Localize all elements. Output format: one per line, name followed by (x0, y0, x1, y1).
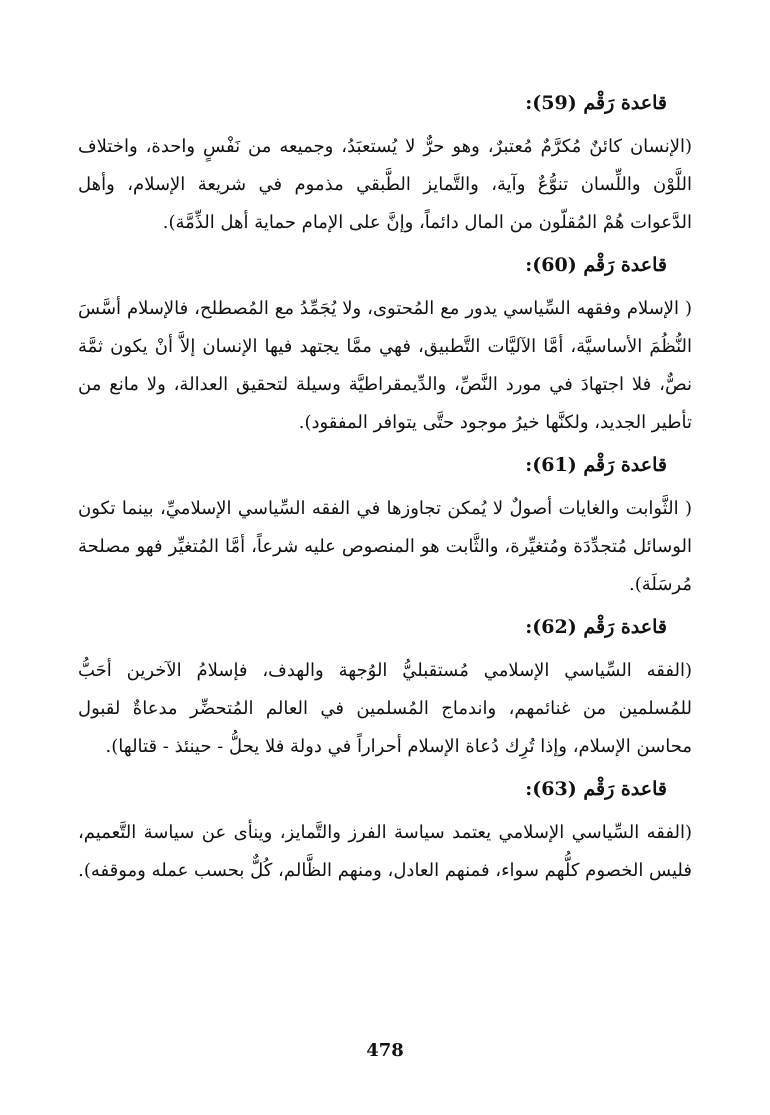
page-content (78, 86, 692, 896)
rule-heading: قاعدة رَقْم (62): (525, 616, 667, 638)
rule-text: (الإنسان كائنٌ مُكرَّمٌ مُعتبرٌ، وهو حرٌّ لا يُستعبَدُ، وجميعه من نَفْسٍ واحدة، واختلاف اللَّوْن واللِّسان تنوُّعٌ وآية، والتَّمايز الطَّبقي مذموم في شريعة الإسلام، وأهل الدَّعوات هُمْ المُقلّون من المال دائماً، وإنَّ على الإمام حماية أهل الذِّمَّة). (78, 136, 692, 233)
rule-62 (78, 610, 692, 766)
rule-heading: قاعدة رَقْم (59): (525, 92, 667, 114)
rule-59 (78, 86, 692, 242)
rule-heading: قاعدة رَقْم (60): (525, 254, 667, 276)
rule-61 (78, 448, 692, 604)
page-number: 478 (366, 1040, 404, 1061)
rule-text: (الفقه السِّياسي الإسلامي مُستقبليُّ الوُجهة والهدف، فإسلامُ الآخرين أحَبُّ للمُسلمين من غنائمهم، واندماج المُسلمين في العالم المُتحضِّر مدعاةٌ لقبول محاسن الإسلام، وإذا تُرِك دُعاة الإسلام أحراراً في دولة فلا يحلُّ - حينئذ - قتالها). (78, 660, 692, 757)
rule-heading: قاعدة رَقْم (63): (525, 778, 667, 800)
rule-heading: قاعدة رَقْم (61): (525, 454, 667, 476)
rule-63 (78, 772, 692, 890)
rule-text: ( الثَّوابت والغايات أصولٌ لا يُمكن تجاوزها في الفقه السِّياسي الإسلاميِّ، بينما تكون الوسائل مُتجدِّدَة ومُتغيِّرة، والثَّابت هو المنصوص عليه شرعاً، أمَّا المُتغيِّر فهو مصلحة مُرسَلَة). (78, 498, 692, 595)
rule-text: ( الإسلام وفقهه السِّياسي يدور مع المُحتوى، ولا يُجَمِّدُ مع المُصطلح، فالإسلام أسَّسَ النُّظُمَ الأساسيَّة، أمَّا الآليَّات التَّطبيق، فهي ممَّا يجتهد فيها الإنسان إلاَّ أنْ يكون ثمَّة نصٌّ، فلا اجتهادَ في مورد النَّصِّ، والدِّيمقراطيَّة وسيلة لتحقيق العدالة، ولا مانع من تأطير الجديد، ولكنَّها خيرُ موجود حتَّى يتوافر المفقود). (78, 298, 692, 433)
rule-60 (78, 248, 692, 442)
rule-text: (الفقه السِّياسي الإسلامي يعتمد سياسة الفرز والتَّمايز، وينأى عن سياسة التَّعميم، فليس الخصوم كلُّهم سواء، فمنهم العادل، ومنهم الظَّالم، كُلٌّ بحسب عمله وموقفه). (78, 822, 692, 881)
